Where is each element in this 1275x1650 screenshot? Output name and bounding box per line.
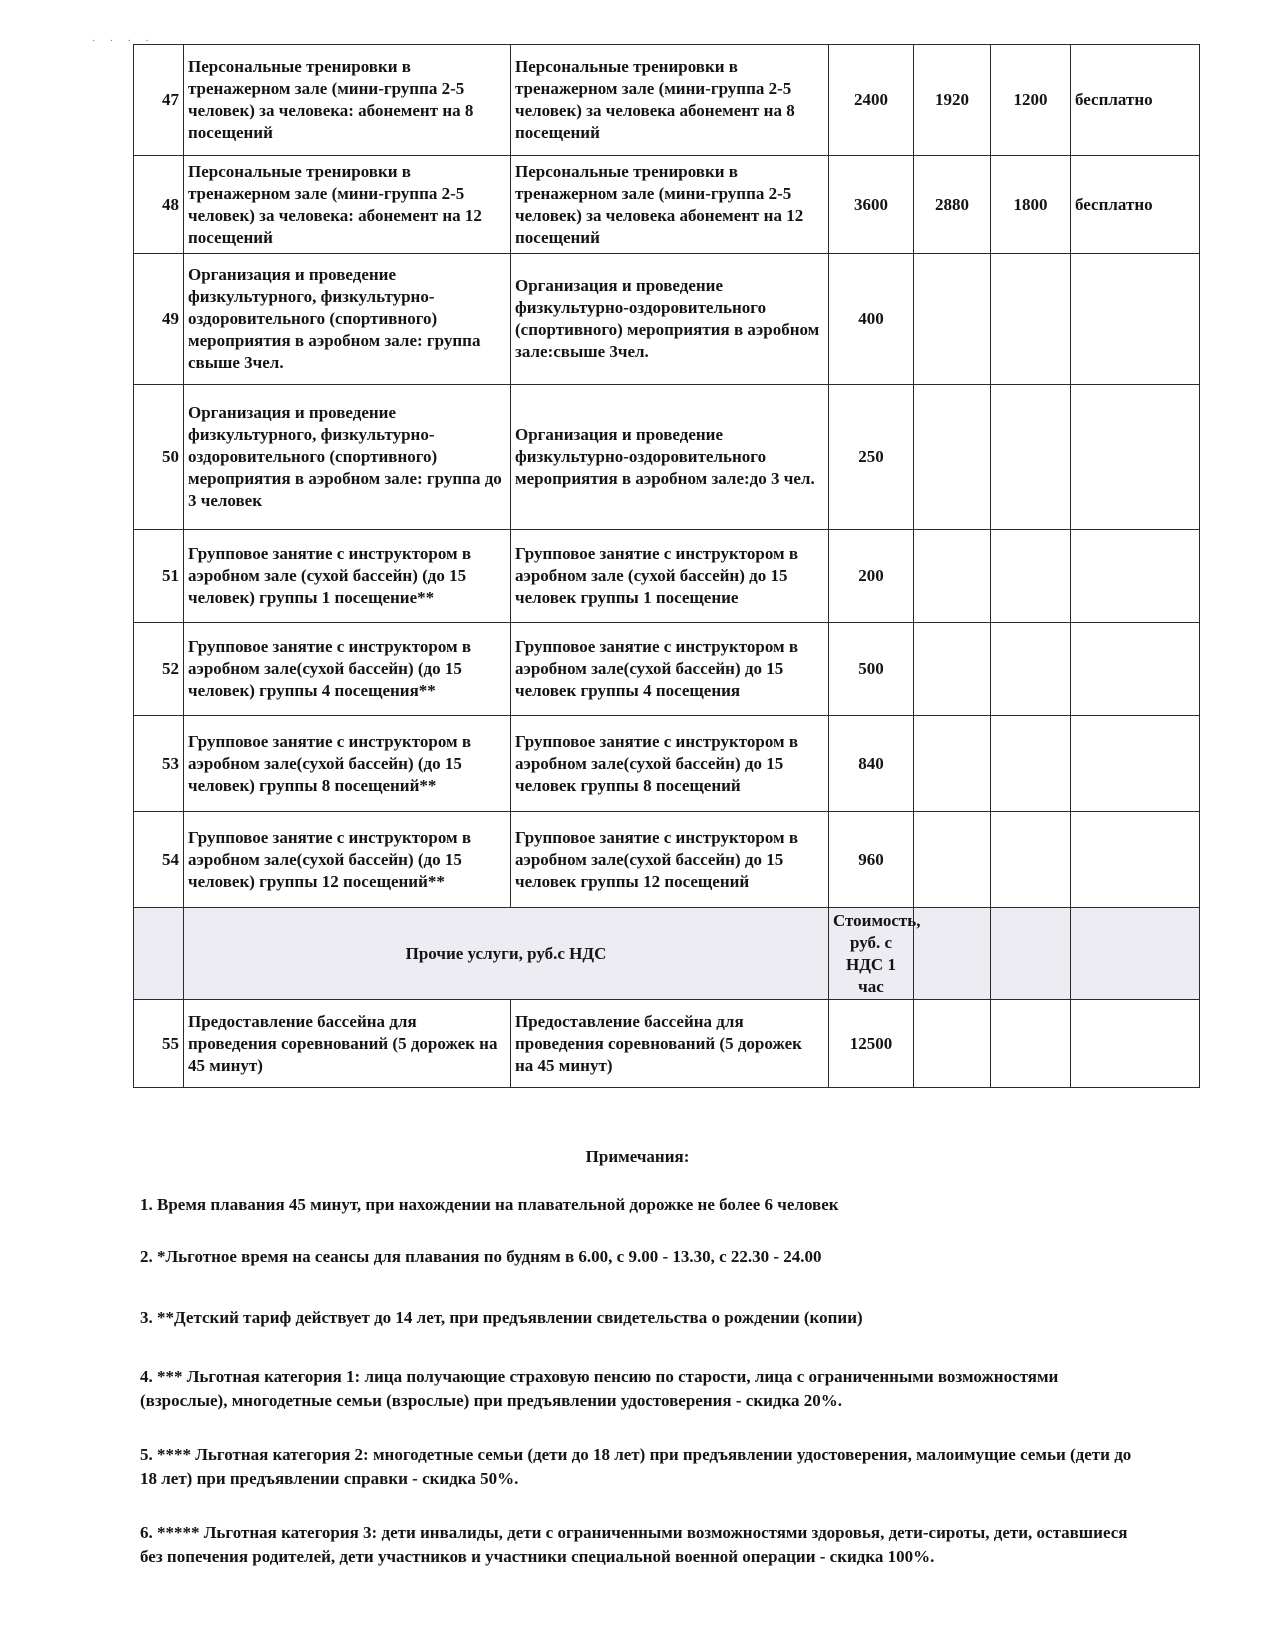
empty-cell bbox=[991, 1000, 1071, 1088]
service-name-short: Групповое занятие с инструктором в аэробном зале(сухой бассейн) до 15 человек группы 12 посещений bbox=[511, 812, 829, 908]
price-table bbox=[133, 44, 1200, 1088]
price-category-3: бесплатно bbox=[1071, 45, 1200, 156]
price-category-3 bbox=[1071, 385, 1200, 530]
service-name-short: Персональные тренировки в тренажерном зале (мини-группа 2-5 человек) за человека абонемент на 12 посещений bbox=[511, 156, 829, 254]
price-base: 12500 bbox=[829, 1000, 914, 1088]
service-name-short: Персональные тренировки в тренажерном зале (мини-группа 2-5 человек) за человека абонемент на 8 посещений bbox=[511, 45, 829, 156]
service-name: Групповое занятие с инструктором в аэробном зале(сухой бассейн) (до 15 человек) группы 4 посещения** bbox=[184, 623, 511, 716]
service-name-short: Групповое занятие с инструктором в аэробном зале (сухой бассейн) до 15 человек группы 1 посещение bbox=[511, 530, 829, 623]
price-category-3 bbox=[1071, 716, 1200, 812]
service-name: Персональные тренировки в тренажерном зале (мини-группа 2-5 человек) за человека: абонемент на 12 посещений bbox=[184, 156, 511, 254]
note-item: 6. ***** Льготная категория 3: дети инвалиды, дети с ограниченными возможностями здоровья, дети-сироты, дети, оставшиеся без попечения родителей, дети участников и участники специальной военной операции - скидка 100%. bbox=[140, 1523, 1128, 1566]
price-category-3 bbox=[1071, 623, 1200, 716]
price-category-2 bbox=[991, 716, 1071, 812]
row-number: 47 bbox=[134, 45, 184, 156]
price-category-1 bbox=[914, 623, 991, 716]
note-item: 3. **Детский тариф действует до 14 лет, при предъявлении свидетельства о рождении (копии) bbox=[140, 1308, 863, 1327]
price-category-2 bbox=[991, 254, 1071, 385]
table-row bbox=[134, 812, 1200, 908]
row-number: 53 bbox=[134, 716, 184, 812]
section-blank bbox=[134, 908, 184, 1000]
price-category-1 bbox=[914, 812, 991, 908]
row-number: 55 bbox=[134, 1000, 184, 1088]
notes-title: Примечания: bbox=[585, 1147, 690, 1166]
price-base: 200 bbox=[829, 530, 914, 623]
row-number: 48 bbox=[134, 156, 184, 254]
service-name-short: Групповое занятие с инструктором в аэробном зале(сухой бассейн) до 15 человек группы 4 посещения bbox=[511, 623, 829, 716]
service-name: Групповое занятие с инструктором в аэробном зале (сухой бассейн) (до 15 человек) группы 1 посещение** bbox=[184, 530, 511, 623]
price-base: 500 bbox=[829, 623, 914, 716]
row-number: 51 bbox=[134, 530, 184, 623]
price-base: 250 bbox=[829, 385, 914, 530]
section-blank bbox=[991, 908, 1071, 1000]
price-category-1: 1920 bbox=[914, 45, 991, 156]
table-row bbox=[134, 530, 1200, 623]
price-category-2 bbox=[991, 385, 1071, 530]
price-category-2: 1200 bbox=[991, 45, 1071, 156]
table-row bbox=[134, 716, 1200, 812]
row-number: 49 bbox=[134, 254, 184, 385]
table-row bbox=[134, 156, 1200, 254]
cost-column-header: Стоимость, руб. с НДС 1 час bbox=[829, 908, 914, 1000]
price-base: 400 bbox=[829, 254, 914, 385]
section-blank bbox=[914, 908, 991, 1000]
price-base: 2400 bbox=[829, 45, 914, 156]
service-name: Предоставление бассейна для проведения соревнований (5 дорожек на 45 минут) bbox=[184, 1000, 511, 1088]
table-row bbox=[134, 45, 1200, 156]
service-name-short: Организация и проведение физкультурно-оздоровительного (спортивного) мероприятия в аэробном зале:свыше 3чел. bbox=[511, 254, 829, 385]
row-number: 50 bbox=[134, 385, 184, 530]
price-category-1 bbox=[914, 530, 991, 623]
empty-cell bbox=[1071, 1000, 1200, 1088]
service-name-short: Предоставление бассейна для проведения соревнований (5 дорожек на 45 минут) bbox=[511, 1000, 829, 1088]
price-base: 3600 bbox=[829, 156, 914, 254]
service-name: Организация и проведение физкультурного, физкультурно-оздоровительного (спортивного) мероприятия в аэробном зале: группа свыше 3чел. bbox=[184, 254, 511, 385]
table-row bbox=[134, 1000, 1200, 1088]
price-base: 840 bbox=[829, 716, 914, 812]
section-header-row bbox=[134, 908, 1200, 1000]
service-name-short: Групповое занятие с инструктором в аэробном зале(сухой бассейн) до 15 человек группы 8 посещений bbox=[511, 716, 829, 812]
empty-cell bbox=[914, 1000, 991, 1088]
section-blank bbox=[1071, 908, 1200, 1000]
price-category-3 bbox=[1071, 254, 1200, 385]
price-category-3: бесплатно bbox=[1071, 156, 1200, 254]
note-item: 2. *Льготное время на сеансы для плавания по будням в 6.00, с 9.00 - 13.30, с 22.30 - 24.00 bbox=[140, 1247, 822, 1266]
table-row bbox=[134, 254, 1200, 385]
note-item: 1. Время плавания 45 минут, при нахождении на плавательной дорожке не более 6 человек bbox=[140, 1195, 839, 1214]
row-number: 52 bbox=[134, 623, 184, 716]
service-name: Организация и проведение физкультурного, физкультурно-оздоровительного (спортивного) мероприятия в аэробном зале: группа до 3 человек bbox=[184, 385, 511, 530]
service-name-short: Организация и проведение физкультурно-оздоровительного мероприятия в аэробном зале:до 3 чел. bbox=[511, 385, 829, 530]
price-category-1 bbox=[914, 716, 991, 812]
price-category-2 bbox=[991, 812, 1071, 908]
note-item: 5. **** Льготная категория 2: многодетные семьи (дети до 18 лет) при предъявлении удостоверения, малоимущие семьи (дети до 18 лет) при предъявлении справки - скидка 50%. bbox=[140, 1445, 1132, 1488]
price-category-1 bbox=[914, 254, 991, 385]
section-title: Прочие услуги, руб.с НДС bbox=[184, 908, 829, 1000]
service-name: Групповое занятие с инструктором в аэробном зале(сухой бассейн) (до 15 человек) группы 12 посещений** bbox=[184, 812, 511, 908]
price-category-1 bbox=[914, 385, 991, 530]
price-category-3 bbox=[1071, 530, 1200, 623]
note-item: 4. *** Льготная категория 1: лица получающие страховую пенсию по старости, лица с ограниченными возможностями (взрослые), многодетные семьи (взрослые) при предъявлении удостоверения - скидка 20%. bbox=[140, 1367, 1059, 1410]
price-category-2 bbox=[991, 623, 1071, 716]
price-category-1: 2880 bbox=[914, 156, 991, 254]
table-row bbox=[134, 623, 1200, 716]
price-category-3 bbox=[1071, 812, 1200, 908]
service-name: Групповое занятие с инструктором в аэробном зале(сухой бассейн) (до 15 человек) группы 8 посещений** bbox=[184, 716, 511, 812]
scan-artifact: · · · · bbox=[92, 36, 155, 47]
price-category-2 bbox=[991, 530, 1071, 623]
table-row bbox=[134, 385, 1200, 530]
price-category-2: 1800 bbox=[991, 156, 1071, 254]
price-base: 960 bbox=[829, 812, 914, 908]
service-name: Персональные тренировки в тренажерном зале (мини-группа 2-5 человек) за человека: абонемент на 8 посещений bbox=[184, 45, 511, 156]
row-number: 54 bbox=[134, 812, 184, 908]
